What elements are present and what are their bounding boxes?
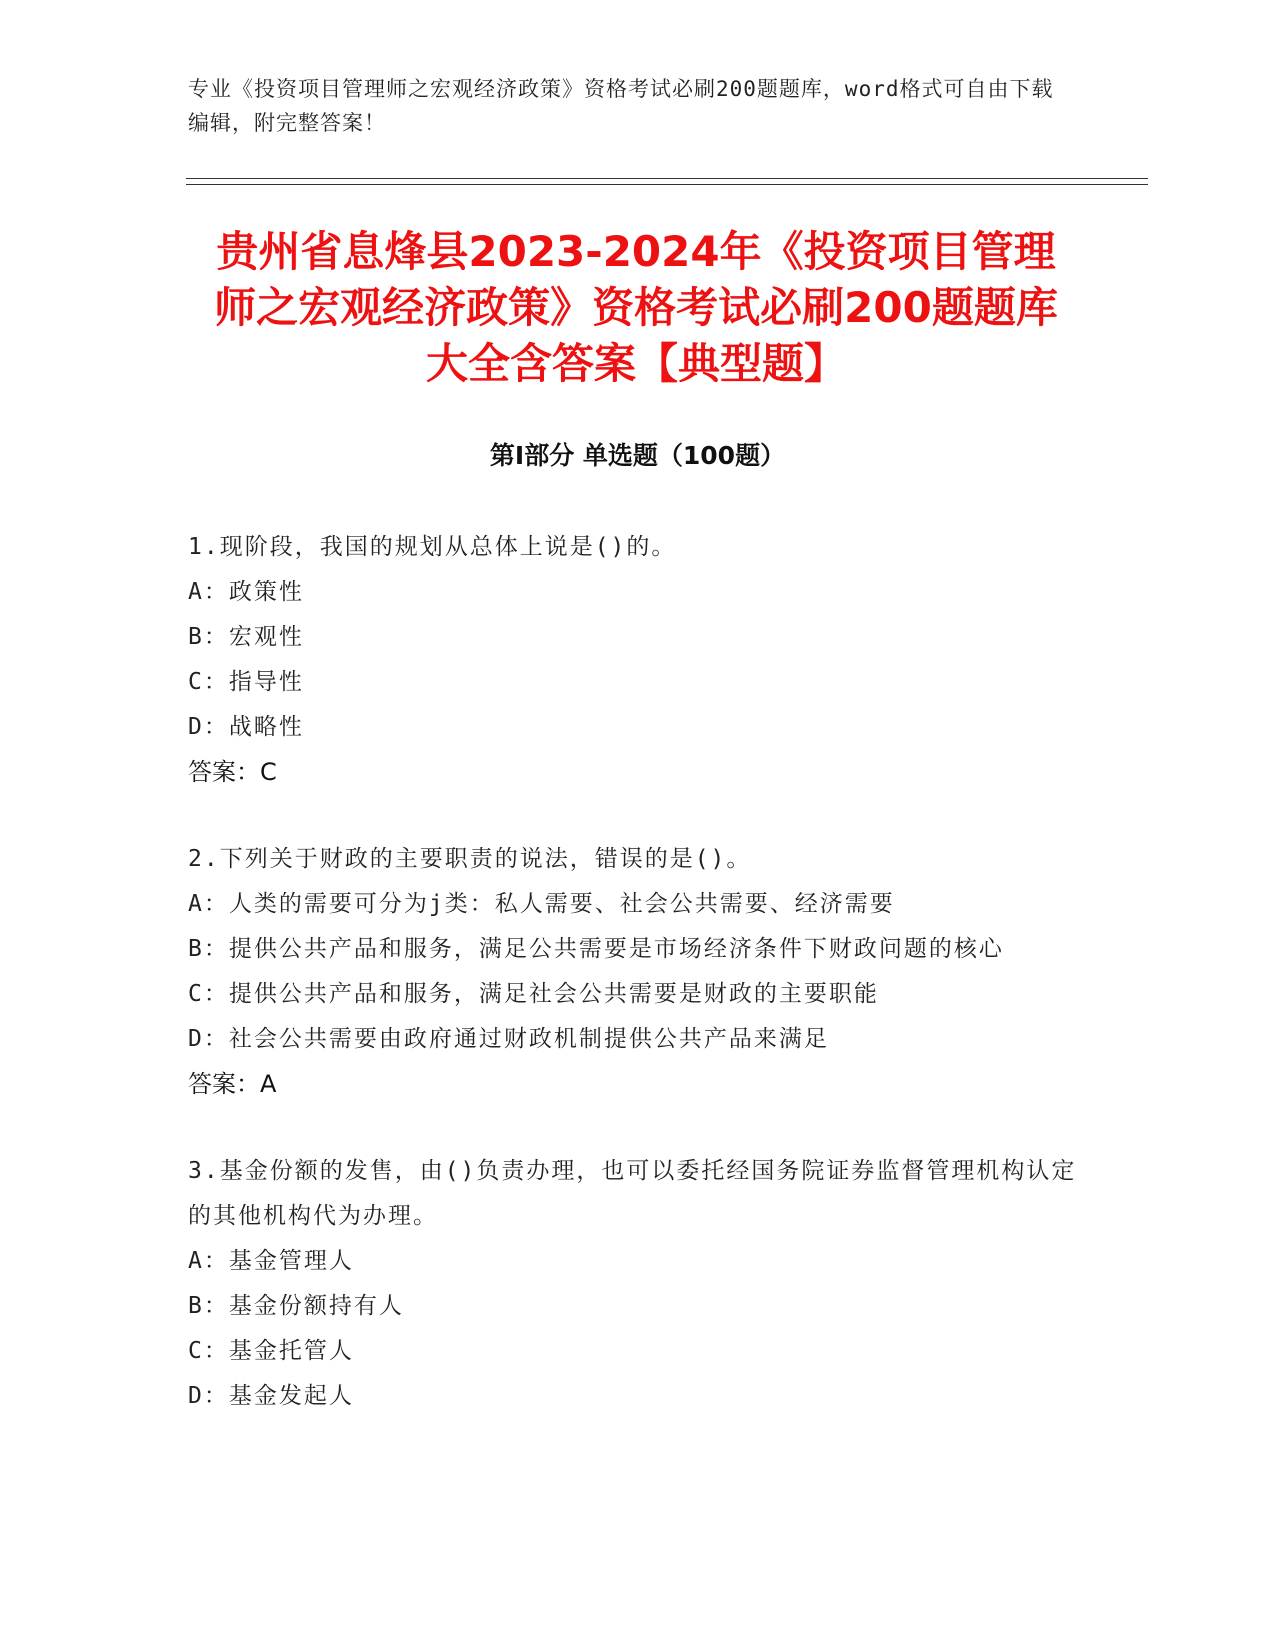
option-b: B：基金份额持有人 [188,1293,404,1319]
question-list [188,525,1078,1461]
option-c: C：基金托管人 [188,1338,354,1364]
header-divider-top [186,178,1148,179]
question-3 [188,1149,1078,1419]
option-b: B：宏观性 [188,624,304,650]
option-d: D：基金发起人 [188,1383,354,1409]
option-b: B：提供公共产品和服务，满足公共需要是市场经济条件下财政问题的核心 [188,936,1004,962]
option-c: C：提供公共产品和服务，满足社会公共需要是财政的主要职能 [188,981,879,1007]
option-d: D：社会公共需要由政府通过财政机制提供公共产品来满足 [188,1026,829,1052]
question-2 [188,837,1078,1107]
option-c: C：指导性 [188,669,304,695]
option-a: A：基金管理人 [188,1248,354,1274]
document-title: 贵州省息烽县2023-2024年《投资项目管理师之宏观经济政策》资格考试必刷200题题库大全含答案【典型题】 [214,227,1058,388]
answer: 答案：C [188,758,277,786]
question-stem: 3.基金份额的发售，由()负责办理，也可以委托经国务院证券监督管理机构认定的其他机构代为办理。 [188,1158,1077,1229]
header-divider-bottom [186,184,1148,185]
question-stem: 1.现阶段，我国的规划从总体上说是()的。 [188,534,677,560]
option-a: A：人类的需要可分为j类：私人需要、社会公共需要、经济需要 [188,891,895,917]
option-d: D：战略性 [188,714,304,740]
question-1 [188,525,1078,795]
header-note: 专业《投资项目管理师之宏观经济政策》资格考试必刷200题题库，word格式可自由下载编辑，附完整答案！ [188,77,1054,135]
answer: 答案：A [188,1070,277,1098]
question-stem: 2.下列关于财政的主要职责的说法，错误的是()。 [188,846,752,872]
option-a: A：政策性 [188,579,304,605]
section-heading: 第Ⅰ部分 单选题（100题） [489,441,786,470]
